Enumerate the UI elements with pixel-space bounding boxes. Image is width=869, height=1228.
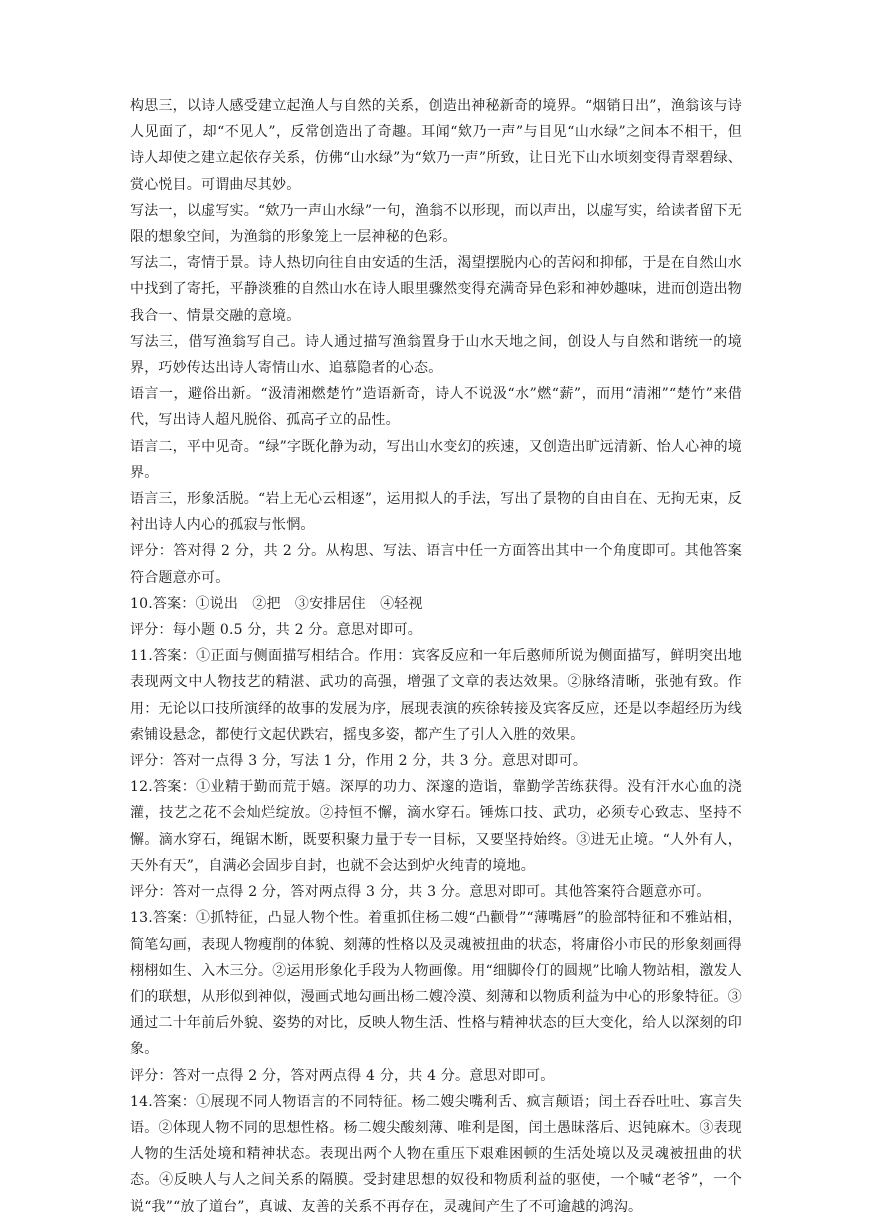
paragraph-language-one: 语言一，避俗出新。“汲清湘燃楚竹”造语新奇，诗人不说汲“水”燃“薪”，而用“清湘”“楚竹”来借代，写出诗人超凡脱俗、孤高孑立的品性。 bbox=[130, 386, 742, 429]
paragraph-technique-two: 写法二，寄情于景。诗人热切向往自由安适的生活，渴望摆脱内心的苦闷和抑郁，于是在自然山水中找到了寄托，平静淡雅的自然山水在诗人眼里骤然变得充满奇异色彩和神妙趣味，进而创造出物我合一、情景交融的意境。 bbox=[130, 255, 742, 324]
paragraph-scoring-13: 评分：答对一点得 2 分，答对两点得 4 分，共 4 分。意思对即可。 bbox=[130, 1067, 555, 1084]
paragraph-language-three: 语言三，形象活脱。“岩上无心云相逐”，运用拟人的手法，写出了景物的自由自在、无拘无束，反衬出诗人内心的孤寂与怅惘。 bbox=[130, 491, 742, 534]
paragraph-answer-11: 11.答案：①正面与侧面描写相结合。作用：宾客反应和一年后憨师所说为侧面描写，鲜明突出地表现两文中人物技艺的精湛、武功的高强，增强了文章的表达效果。②脉络清晰，张弛有致。作用：无论以口技所演绎的故事的发展为序，展现表演的疾徐转接及宾客反应，还是以李超经历为线索铺设悬念，都使行文起伏跌宕，摇曳多姿，都产生了引人入胜的效果。 bbox=[130, 648, 742, 743]
paragraph-answer-13: 13.答案：①抓特征，凸显人物个性。着重抓住杨二嫂“凸颧骨”“薄嘴唇”的脸部特征和不雅站相，简笔勾画，表现人物瘦削的体貌、刻薄的性格以及灵魂被扭曲的状态，将庸俗小市民的形象刻画得栩栩如生、入木三分。②运用形象化手段为人物画像。用“细脚伶仃的圆规”比喻人物站相，激发人们的联想，从形似到神似，漫画式地勾画出杨二嫂冷漠、刻薄和以物质利益为中心的形象特征。③通过二十年前后外貌、姿势的对比，反映人物生活、性格与精神状态的巨大变化，给人以深刻的印象。 bbox=[130, 910, 742, 1058]
paragraph-language-two: 语言二，平中见奇。“绿”字既化静为动，写出山水变幻的疾速，又创造出旷远清新、怡人心神的境界。 bbox=[130, 438, 742, 481]
paragraph-answer-12: 12.答案：①业精于勤而荒于嬉。深厚的功力、深邃的造诣，靠勤学苦练获得。没有汗水心血的浇灌，技艺之花不会灿烂绽放。②持恒不懈，滴水穿石。锤炼口技、武功，必须专心致志、坚持不懈。滴水穿石，绳锯木断，既要积聚力量于专一目标，又要坚持始终。③进无止境。“人外有人，天外有天”，自满必会固步自封，也就不会达到炉火纯青的境地。 bbox=[130, 779, 742, 874]
paragraph-scoring-12: 评分：答对一点得 2 分，答对两点得 3 分，共 3 分。意思对即可。其他答案符合题意亦可。 bbox=[130, 884, 711, 901]
paragraph-technique-three: 写法三，借写渔翁写自己。诗人通过描写渔翁置身于山水天地之间，创设人与自然和谐统一的境界，巧妙传达出诗人寄情山水、追慕隐者的心态。 bbox=[130, 333, 742, 377]
paragraph-scoring-11: 评分：答对一点得 3 分，写法 1 分，作用 2 分，共 3 分。意思对即可。 bbox=[130, 753, 588, 770]
paragraph-answer-14: 14.答案：①展现不同人物语言的不同特征。杨二嫂尖嘴利舌、疯言颠语；闰土吞吞吐吐、寡言失语。②体现人物不同的思想性格。杨二嫂尖酸刻薄、唯利是图，闰土愚昧落后、迟钝麻木。③表现人物的生活处境和精神状态。表现出两个人物在重压下艰难困顿的生活处境以及灵魂被扭曲的状态。④反映人与人之间关系的隔膜。受封建思想的奴役和物质利益的驱使，一个喊“老爷”，一个说“我”“放了道台”，真诚、友善的关系不再存在，灵魂间产生了不可逾越的鸿沟。 bbox=[130, 1093, 742, 1215]
paragraph-scoring-9: 评分：答对得 2 分，共 2 分。从构思、写法、语言中任一方面答出其中一个角度即可。其他答案符合题意亦可。 bbox=[130, 543, 742, 586]
paragraph-technique-one: 写法一，以虚写实。“欸乃一声山水绿”一句，渔翁不以形现，而以声出，以虚写实，给读者留下无限的想象空间，为渔翁的形象笼上一层神秘的色彩。 bbox=[130, 202, 742, 246]
answer-key-page bbox=[130, 93, 742, 1220]
paragraph-answer-10: 10.答案：①说出 ②把 ③安排居住 ④轻视 bbox=[130, 595, 423, 612]
paragraph-conception-three: 构思三，以诗人感受建立起渔人与自然的关系，创造出神秘新奇的境界。“烟销日出”，渔翁该与诗人见面了，却“不见人”，反常创造出了奇趣。耳闻“欸乃一声”与目见“山水绿”之间本不相干，但诗人却使之建立起依存关系，仿佛“山水绿”为“欸乃一声”所致，让日光下山水顷刻变得青翠碧绿、赏心悦目。可谓曲尽其妙。 bbox=[130, 98, 742, 193]
paragraph-scoring-10: 评分：每小题 0.5 分，共 2 分。意思对即可。 bbox=[130, 622, 422, 639]
